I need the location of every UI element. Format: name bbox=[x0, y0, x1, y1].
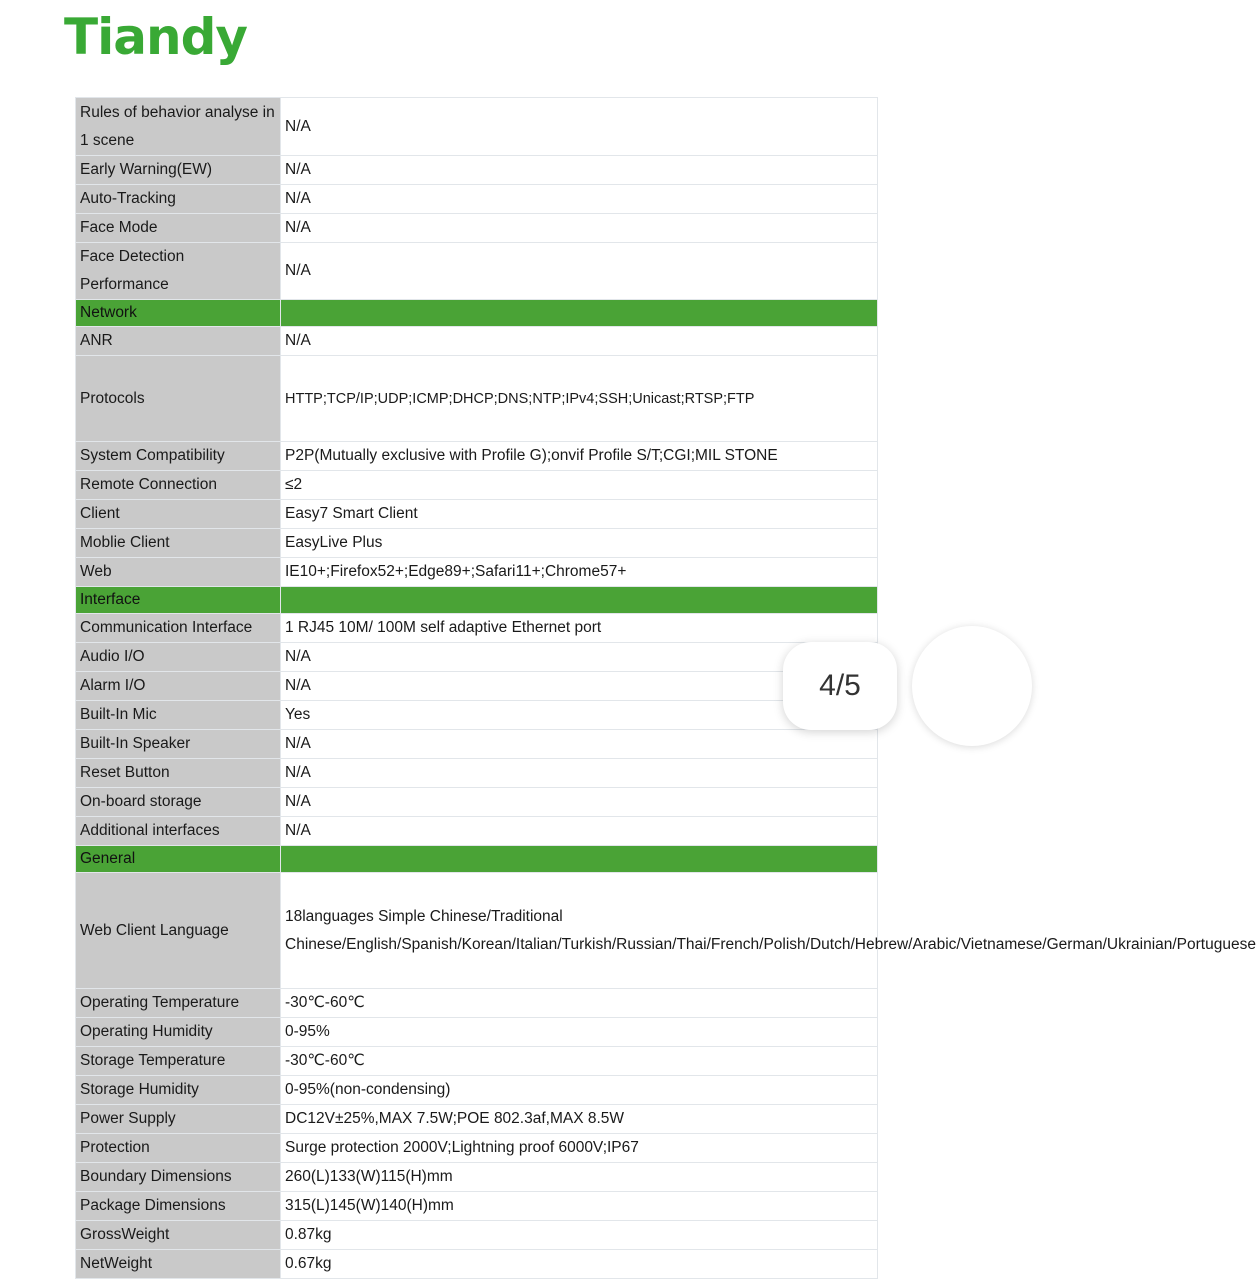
spec-label: GrossWeight bbox=[76, 1221, 281, 1250]
table-row bbox=[76, 500, 878, 529]
spec-value: 260(L)133(W)115(H)mm bbox=[281, 1163, 878, 1192]
table-row bbox=[76, 1250, 878, 1279]
next-page-button[interactable] bbox=[912, 626, 1032, 746]
table-row bbox=[76, 672, 878, 701]
spec-label: Face Detection Performance bbox=[76, 243, 281, 300]
spec-value: 0.87kg bbox=[281, 1221, 878, 1250]
spec-value: N/A bbox=[281, 243, 878, 300]
spec-label: Alarm I/O bbox=[76, 672, 281, 701]
table-row bbox=[76, 327, 878, 356]
table-row bbox=[76, 1076, 878, 1105]
table-row bbox=[76, 701, 878, 730]
spec-value: 18languages Simple Chinese/Traditional Chinese/English/Spanish/Korean/Italian/Turkish/Russian/Thai/French/Polish/Dutch/Hebrew/Arabic/Vietnamese/German/Ukrainian/Portuguese bbox=[281, 873, 878, 989]
section-header bbox=[76, 300, 878, 327]
spec-value: ≤2 bbox=[281, 471, 878, 500]
spec-value: -30℃-60℃ bbox=[281, 989, 878, 1018]
section-header-fill bbox=[281, 846, 878, 873]
table-row bbox=[76, 214, 878, 243]
table-row bbox=[76, 817, 878, 846]
spec-value: P2P(Mutually exclusive with Profile G);onvif Profile S/T;CGI;MIL STONE bbox=[281, 442, 878, 471]
spec-value: Easy7 Smart Client bbox=[281, 500, 878, 529]
spec-value: HTTP;TCP/IP;UDP;ICMP;DHCP;DNS;NTP;IPv4;SSH;Unicast;RTSP;FTP bbox=[281, 356, 878, 442]
table-row bbox=[76, 1192, 878, 1221]
spec-value: 315(L)145(W)140(H)mm bbox=[281, 1192, 878, 1221]
section-header-label: Interface bbox=[76, 587, 281, 614]
spec-value: N/A bbox=[281, 214, 878, 243]
spec-value: N/A bbox=[281, 156, 878, 185]
spec-label: Boundary Dimensions bbox=[76, 1163, 281, 1192]
spec-value: Surge protection 2000V;Lightning proof 6000V;IP67 bbox=[281, 1134, 878, 1163]
section-header-fill bbox=[281, 300, 878, 327]
table-row bbox=[76, 873, 878, 989]
table-row bbox=[76, 759, 878, 788]
spec-label: Operating Temperature bbox=[76, 989, 281, 1018]
table-row bbox=[76, 1163, 878, 1192]
spec-value: 0.67kg bbox=[281, 1250, 878, 1279]
spec-label: Web bbox=[76, 558, 281, 587]
spec-value: N/A bbox=[281, 759, 878, 788]
table-row bbox=[76, 98, 878, 156]
spec-label: Package Dimensions bbox=[76, 1192, 281, 1221]
spec-value: N/A bbox=[281, 788, 878, 817]
page-indicator: 4/5 bbox=[783, 642, 897, 730]
spec-value: N/A bbox=[281, 643, 878, 672]
section-header-fill bbox=[281, 587, 878, 614]
spec-value: N/A bbox=[281, 730, 878, 759]
table-row bbox=[76, 989, 878, 1018]
spec-label: Storage Temperature bbox=[76, 1047, 281, 1076]
spec-value: -30℃-60℃ bbox=[281, 1047, 878, 1076]
spec-label: Protocols bbox=[76, 356, 281, 442]
spec-value: Yes bbox=[281, 701, 878, 730]
table-row bbox=[76, 356, 878, 442]
spec-label: Storage Humidity bbox=[76, 1076, 281, 1105]
spec-label: Client bbox=[76, 500, 281, 529]
table-row bbox=[76, 185, 878, 214]
spec-label: Moblie Client bbox=[76, 529, 281, 558]
spec-value: N/A bbox=[281, 672, 878, 701]
spec-label: Early Warning(EW) bbox=[76, 156, 281, 185]
spec-label: Remote Connection bbox=[76, 471, 281, 500]
spec-value: IE10+;Firefox52+;Edge89+;Safari11+;Chrome57+ bbox=[281, 558, 878, 587]
table-row bbox=[76, 471, 878, 500]
table-row bbox=[76, 614, 878, 643]
table-row bbox=[76, 730, 878, 759]
table-row bbox=[76, 156, 878, 185]
spec-label: Face Mode bbox=[76, 214, 281, 243]
spec-value: N/A bbox=[281, 327, 878, 356]
table-row bbox=[76, 1018, 878, 1047]
spec-value: 0-95% bbox=[281, 1018, 878, 1047]
spec-label: System Compatibility bbox=[76, 442, 281, 471]
spec-label: Operating Humidity bbox=[76, 1018, 281, 1047]
table-row bbox=[76, 1105, 878, 1134]
spec-label: Web Client Language bbox=[76, 873, 281, 989]
table-row bbox=[76, 643, 878, 672]
spec-label: Auto-Tracking bbox=[76, 185, 281, 214]
spec-label: Power Supply bbox=[76, 1105, 281, 1134]
section-header bbox=[76, 846, 878, 873]
spec-value: N/A bbox=[281, 98, 878, 156]
spec-label: Built-In Mic bbox=[76, 701, 281, 730]
table-row bbox=[76, 529, 878, 558]
spec-label: NetWeight bbox=[76, 1250, 281, 1279]
spec-value: 0-95%(non-condensing) bbox=[281, 1076, 878, 1105]
spec-label: ANR bbox=[76, 327, 281, 356]
table-row bbox=[76, 788, 878, 817]
section-header-label: Network bbox=[76, 300, 281, 327]
spec-value: DC12V±25%,MAX 7.5W;POE 802.3af,MAX 8.5W bbox=[281, 1105, 878, 1134]
table-row bbox=[76, 1134, 878, 1163]
table-row bbox=[76, 1047, 878, 1076]
spec-label: Built-In Speaker bbox=[76, 730, 281, 759]
spec-label: Additional interfaces bbox=[76, 817, 281, 846]
spec-value: N/A bbox=[281, 817, 878, 846]
table-row bbox=[76, 1221, 878, 1250]
spec-label: Reset Button bbox=[76, 759, 281, 788]
spec-value: 1 RJ45 10M/ 100M self adaptive Ethernet port bbox=[281, 614, 878, 643]
spec-label: Rules of behavior analyse in 1 scene bbox=[76, 98, 281, 156]
spec-label: Protection bbox=[76, 1134, 281, 1163]
spec-value: N/A bbox=[281, 185, 878, 214]
section-header-label: General bbox=[76, 846, 281, 873]
table-row bbox=[76, 442, 878, 471]
table-row bbox=[76, 558, 878, 587]
section-header bbox=[76, 587, 878, 614]
spec-value: EasyLive Plus bbox=[281, 529, 878, 558]
spec-label: On-board storage bbox=[76, 788, 281, 817]
spec-label: Audio I/O bbox=[76, 643, 281, 672]
spec-table bbox=[75, 97, 1256, 1279]
table-row bbox=[76, 243, 878, 300]
tiandy-logo: Tiandy bbox=[64, 8, 247, 66]
spec-label: Communication Interface bbox=[76, 614, 281, 643]
